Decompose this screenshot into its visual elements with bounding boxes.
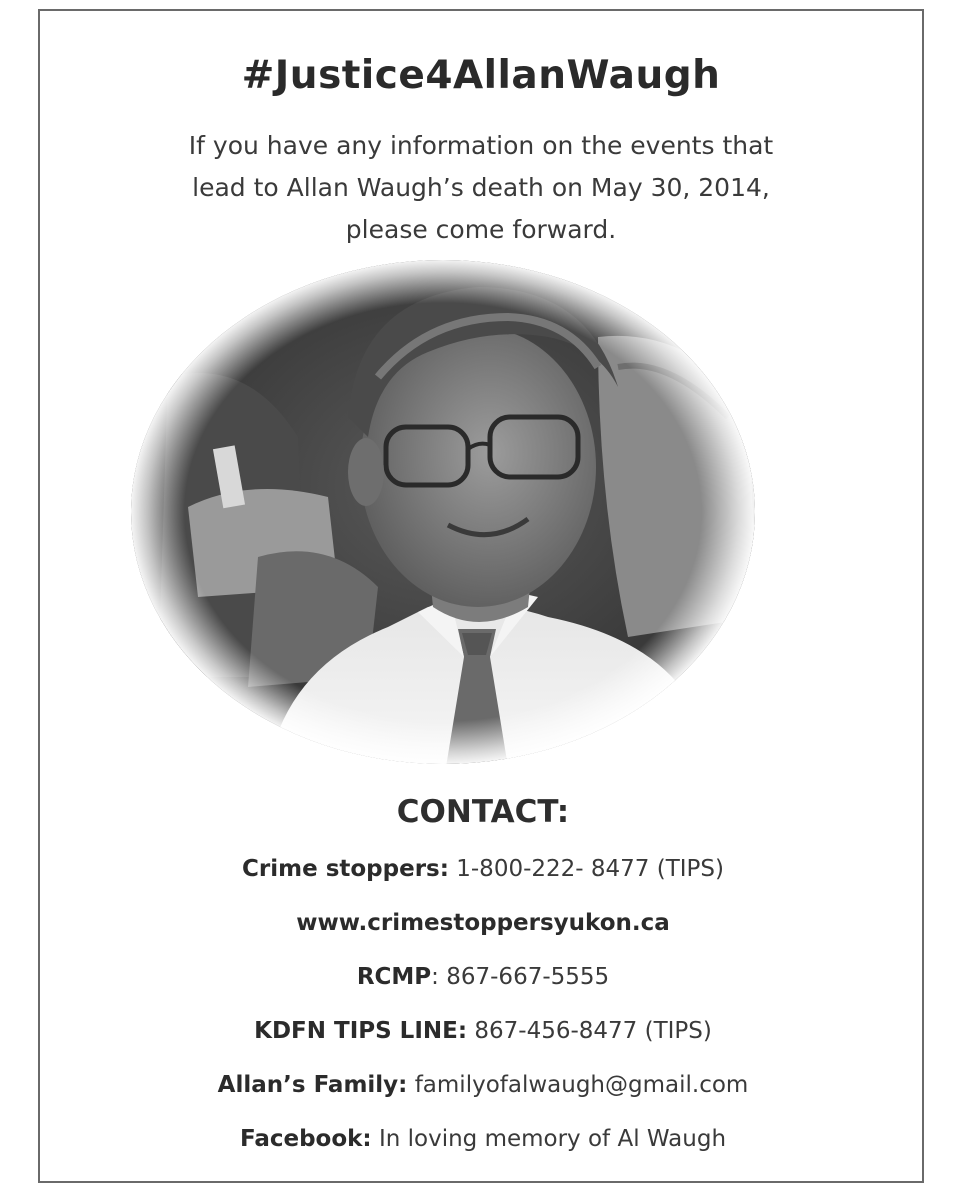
contact-label: Facebook:: [239, 1126, 372, 1152]
contact-kdfn-tips-line: [0, 1004, 966, 1058]
memorial-portrait-photo: [128, 257, 758, 767]
intro-line-3: please come forward.: [345, 215, 617, 244]
contact-label: Crime stoppers:: [242, 856, 449, 882]
contact-crime-stoppers: [0, 842, 966, 896]
intro-line-1: If you have any information on the events that: [188, 131, 774, 160]
contact-facebook-page: In loving memory of Al Waugh: [371, 1126, 727, 1152]
contact-family-email: [0, 1058, 966, 1112]
poster-hashtag-title: #Justice4AllanWaugh: [241, 53, 721, 98]
contact-rcmp: [0, 950, 966, 1004]
contact-website-link[interactable]: www.crimestoppersyukon.ca: [296, 910, 670, 936]
intro-line-2: lead to Allan Waugh’s death on May 30, 2014,: [192, 173, 770, 202]
contact-heading: CONTACT:: [396, 794, 570, 830]
contact-facebook: [0, 1112, 966, 1166]
contact-website: [0, 896, 966, 950]
contact-section: [0, 790, 966, 1166]
intro-text: [40, 125, 922, 251]
contact-label: RCMP: [356, 964, 432, 990]
contact-phone: 1-800-222- 8477 (TIPS): [448, 856, 724, 882]
contact-label: KDFN TIPS LINE:: [254, 1018, 468, 1044]
contact-email[interactable]: familyofalwaugh@gmail.com: [407, 1072, 749, 1098]
contact-label: Allan’s Family:: [217, 1072, 408, 1098]
contact-phone: : 867-667-5555: [431, 964, 610, 990]
contact-phone: 867-456-8477 (TIPS): [467, 1018, 712, 1044]
